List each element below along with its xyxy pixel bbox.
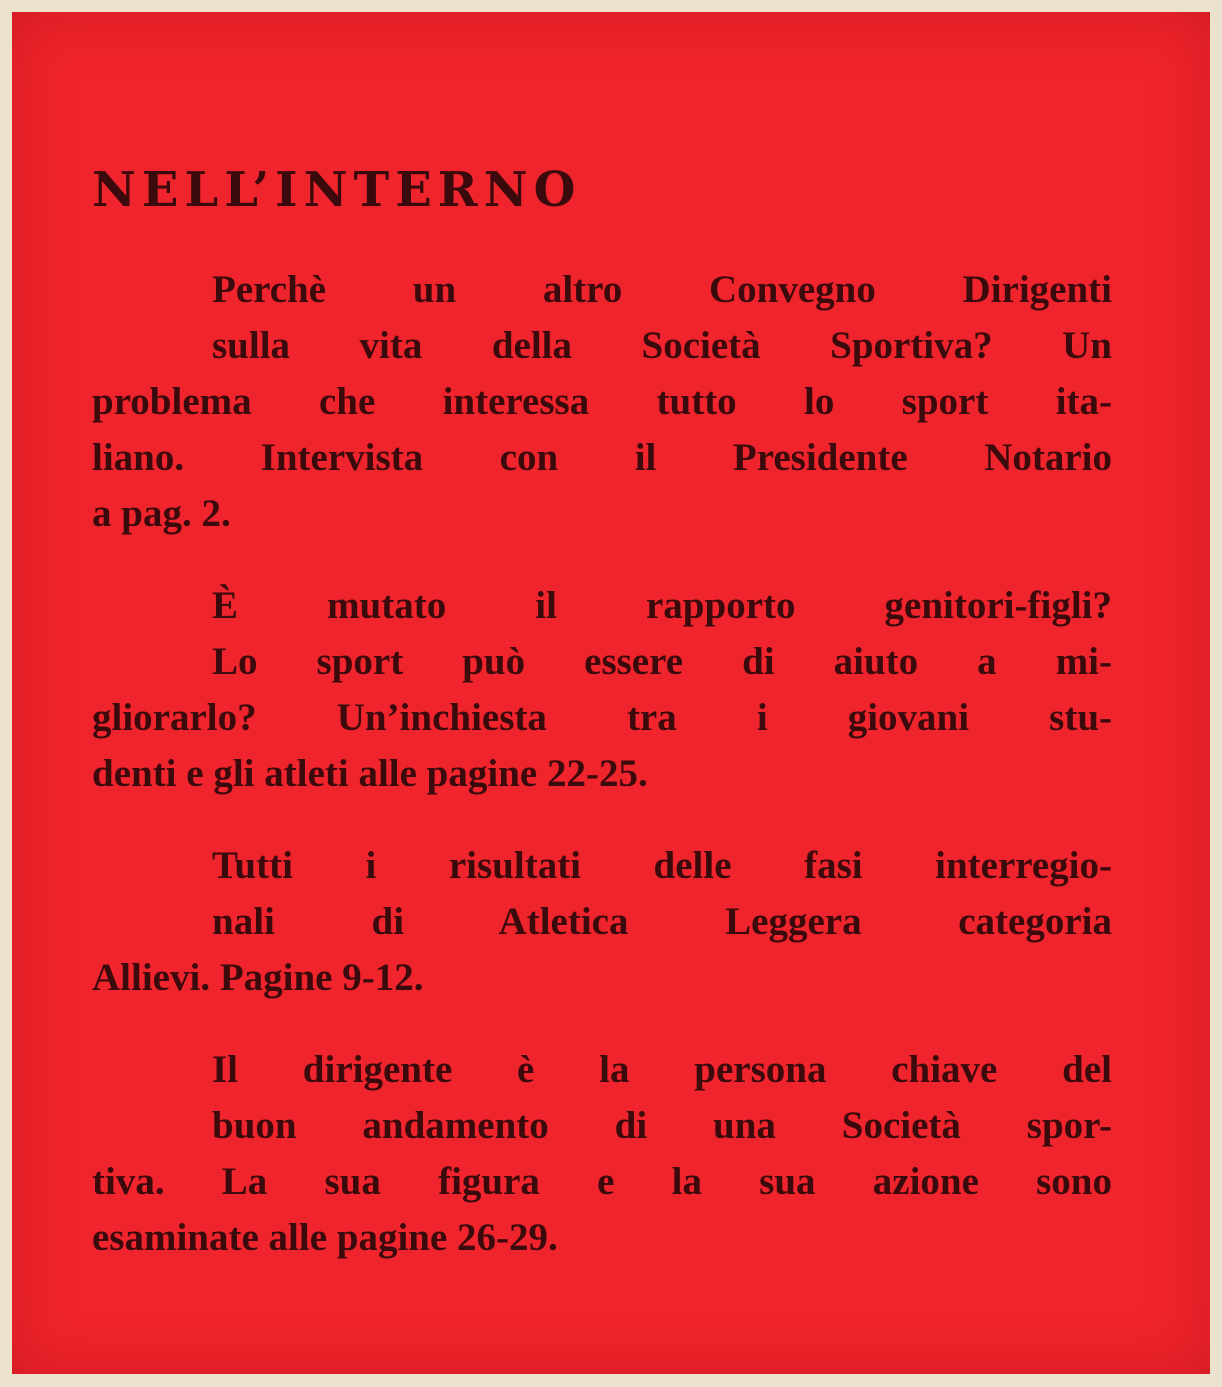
entry-line: È mutato il rapporto genitori-figli? <box>212 584 1112 627</box>
entry-line: gliorarlo? Un’inchiesta tra i giovani stu- <box>92 696 1112 739</box>
entry-line: Allievi. Pagine 9-12. <box>92 956 424 999</box>
entry-line: denti e gli atleti alle pagine 22-25. <box>92 752 648 795</box>
entry-line: Lo sport può essere di aiuto a mi- <box>212 640 1112 683</box>
entry-line: Il dirigente è la persona chiave del <box>212 1048 1112 1091</box>
contents-entry <box>92 838 1112 1006</box>
entry-line: problema che interessa tutto lo sport ita- <box>92 380 1112 423</box>
section-title: NELL’INTERNO <box>92 162 582 218</box>
entry-line: liano. Intervista con il Presidente Notario <box>92 436 1112 479</box>
contents-entry <box>92 578 1112 802</box>
entry-line: buon andamento di una Società spor- <box>212 1104 1112 1147</box>
contents-list <box>92 262 1112 1302</box>
entry-line: esaminate alle pagine 26-29. <box>92 1216 558 1259</box>
entry-line: nali di Atletica Leggera categoria <box>212 900 1112 943</box>
entry-line: sulla vita della Società Sportiva? Un <box>212 324 1112 367</box>
contents-entry <box>92 262 1112 542</box>
entry-line: a pag. 2. <box>92 492 231 535</box>
entry-line: tiva. La sua figura e la sua azione sono <box>92 1160 1112 1203</box>
entry-line: Tutti i risultati delle fasi interregio- <box>212 844 1112 887</box>
entry-line: Perchè un altro Convegno Dirigenti <box>212 268 1112 311</box>
contents-entry <box>92 1042 1112 1266</box>
